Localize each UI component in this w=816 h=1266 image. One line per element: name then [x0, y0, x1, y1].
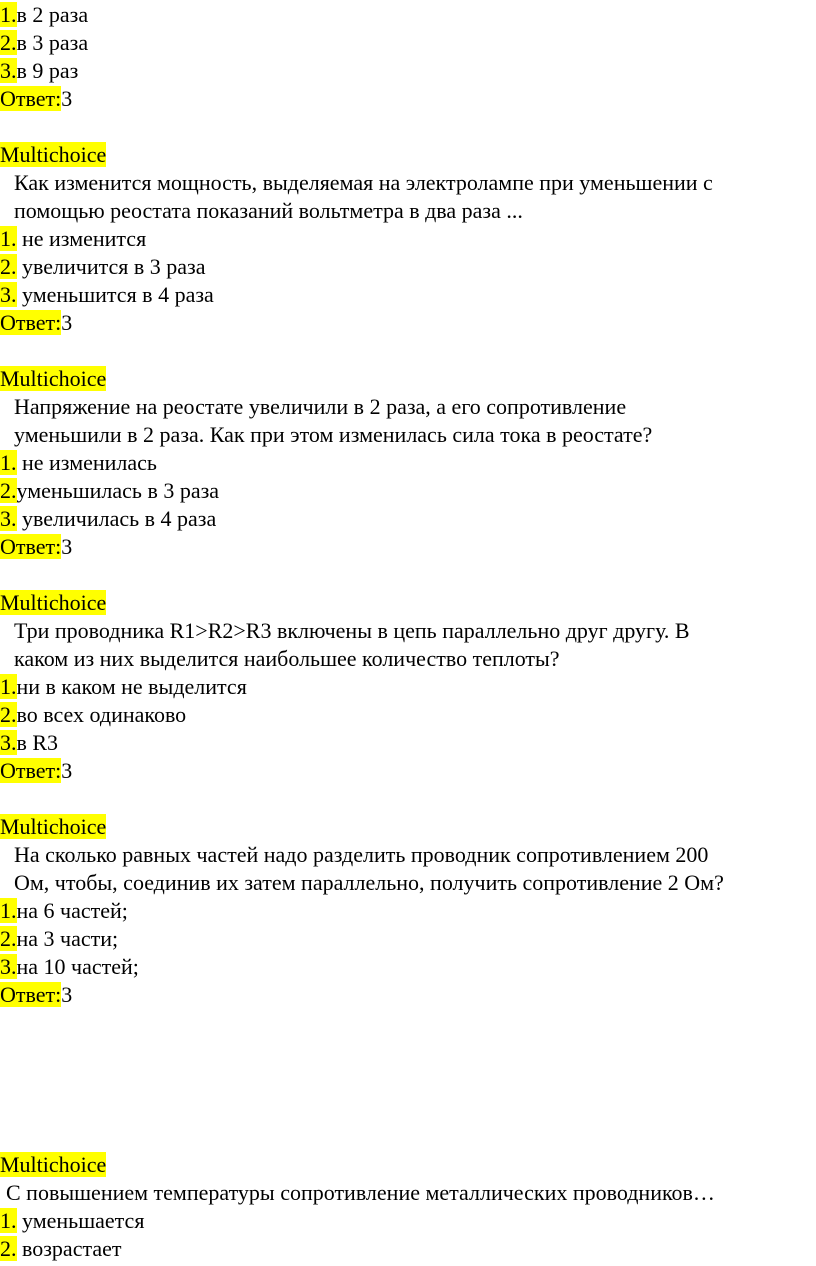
option-number: 3. — [0, 506, 17, 531]
option-2 — [0, 477, 219, 505]
option-number: 2. — [0, 1236, 17, 1261]
option-text: не изменится — [16, 226, 147, 251]
answer — [0, 309, 72, 337]
option-3 — [0, 953, 139, 981]
option-number: 1. — [0, 226, 17, 251]
question-type: Multichoice — [0, 1152, 107, 1177]
question-type: Multichoice — [0, 814, 107, 839]
option-3 — [0, 281, 214, 309]
option-number: 3. — [0, 954, 17, 979]
question-text-line: С повышением температуры сопротивление металлических проводников… — [6, 1180, 715, 1205]
option-number: 2. — [0, 254, 17, 279]
answer-value: 3 — [61, 310, 73, 335]
option-text: уменьшится в 4 раза — [16, 282, 214, 307]
answer — [0, 85, 72, 113]
option-1 — [0, 1207, 144, 1235]
question-text-line: помощью реостата показаний вольтметра в два раза ... — [14, 198, 523, 223]
option-text: в 2 раза — [16, 2, 89, 27]
option-number: 2. — [0, 30, 17, 55]
option-2 — [0, 925, 118, 953]
question-text-line: На сколько равных частей надо разделить проводник сопротивлением 200 — [14, 842, 709, 867]
option-number: 1. — [0, 674, 17, 699]
option-2 — [0, 1235, 121, 1263]
option-1 — [0, 225, 146, 253]
option-number: 2. — [0, 702, 17, 727]
option-1 — [0, 449, 157, 477]
option-2 — [0, 253, 206, 281]
answer-label: Ответ: — [0, 534, 62, 559]
question-type: Multichoice — [0, 142, 107, 167]
option-number: 1. — [0, 898, 17, 923]
question-text-line: Напряжение на реостате увеличили в 2 раза, а его сопротивление — [14, 394, 627, 419]
question-text-line: Как изменится мощность, выделяемая на электролампе при уменьшении с — [14, 170, 713, 195]
option-3 — [0, 729, 58, 757]
option-text: ни в каком не выделится — [16, 674, 247, 699]
option-number: 2. — [0, 926, 17, 951]
option-text: в 3 раза — [16, 30, 89, 55]
question-type: Multichoice — [0, 590, 107, 615]
answer-value: 3 — [61, 86, 73, 111]
option-number: 3. — [0, 730, 17, 755]
question-text-line: уменьшили в 2 раза. Как при этом изменилась сила тока в реостате? — [14, 422, 653, 447]
option-text: уменьшилась в 3 раза — [16, 478, 220, 503]
option-number: 2. — [0, 478, 17, 503]
option-3 — [0, 57, 78, 85]
option-text: возрастает — [16, 1236, 122, 1261]
option-2 — [0, 29, 88, 57]
answer-label: Ответ: — [0, 982, 62, 1007]
option-text: на 6 частей; — [16, 898, 128, 923]
option-text: в R3 — [16, 730, 59, 755]
answer-label: Ответ: — [0, 86, 62, 111]
option-1 — [0, 673, 247, 701]
question-text-line: Три проводника R1>R2>R3 включены в цепь параллельно друг другу. В — [14, 618, 690, 643]
option-3 — [0, 505, 216, 533]
answer — [0, 757, 72, 785]
option-number: 3. — [0, 58, 17, 83]
option-2 — [0, 701, 186, 729]
answer-label: Ответ: — [0, 310, 62, 335]
option-text: во всех одинаково — [16, 702, 187, 727]
option-number: 1. — [0, 1208, 17, 1233]
answer-value: 3 — [61, 758, 73, 783]
option-1 — [0, 1, 88, 29]
option-text: в 9 раз — [16, 58, 79, 83]
option-1 — [0, 897, 128, 925]
question-text-line: Ом, чтобы, соединив их затем параллельно, получить сопротивление 2 Ом? — [14, 870, 724, 895]
question-type: Multichoice — [0, 366, 107, 391]
answer — [0, 981, 72, 1009]
option-text: не изменилась — [16, 450, 157, 475]
option-number: 1. — [0, 2, 17, 27]
answer-value: 3 — [61, 982, 73, 1007]
option-number: 1. — [0, 450, 17, 475]
option-text: увеличилась в 4 раза — [16, 506, 217, 531]
option-number: 3. — [0, 282, 17, 307]
answer-value: 3 — [61, 534, 73, 559]
answer — [0, 533, 72, 561]
option-text: на 10 частей; — [16, 954, 139, 979]
option-text: на 3 части; — [16, 926, 119, 951]
option-text: уменьшается — [16, 1208, 145, 1233]
option-text: увеличится в 3 раза — [16, 254, 206, 279]
answer-label: Ответ: — [0, 758, 62, 783]
question-text-line: каком из них выделится наибольшее количество теплоты? — [14, 646, 560, 671]
